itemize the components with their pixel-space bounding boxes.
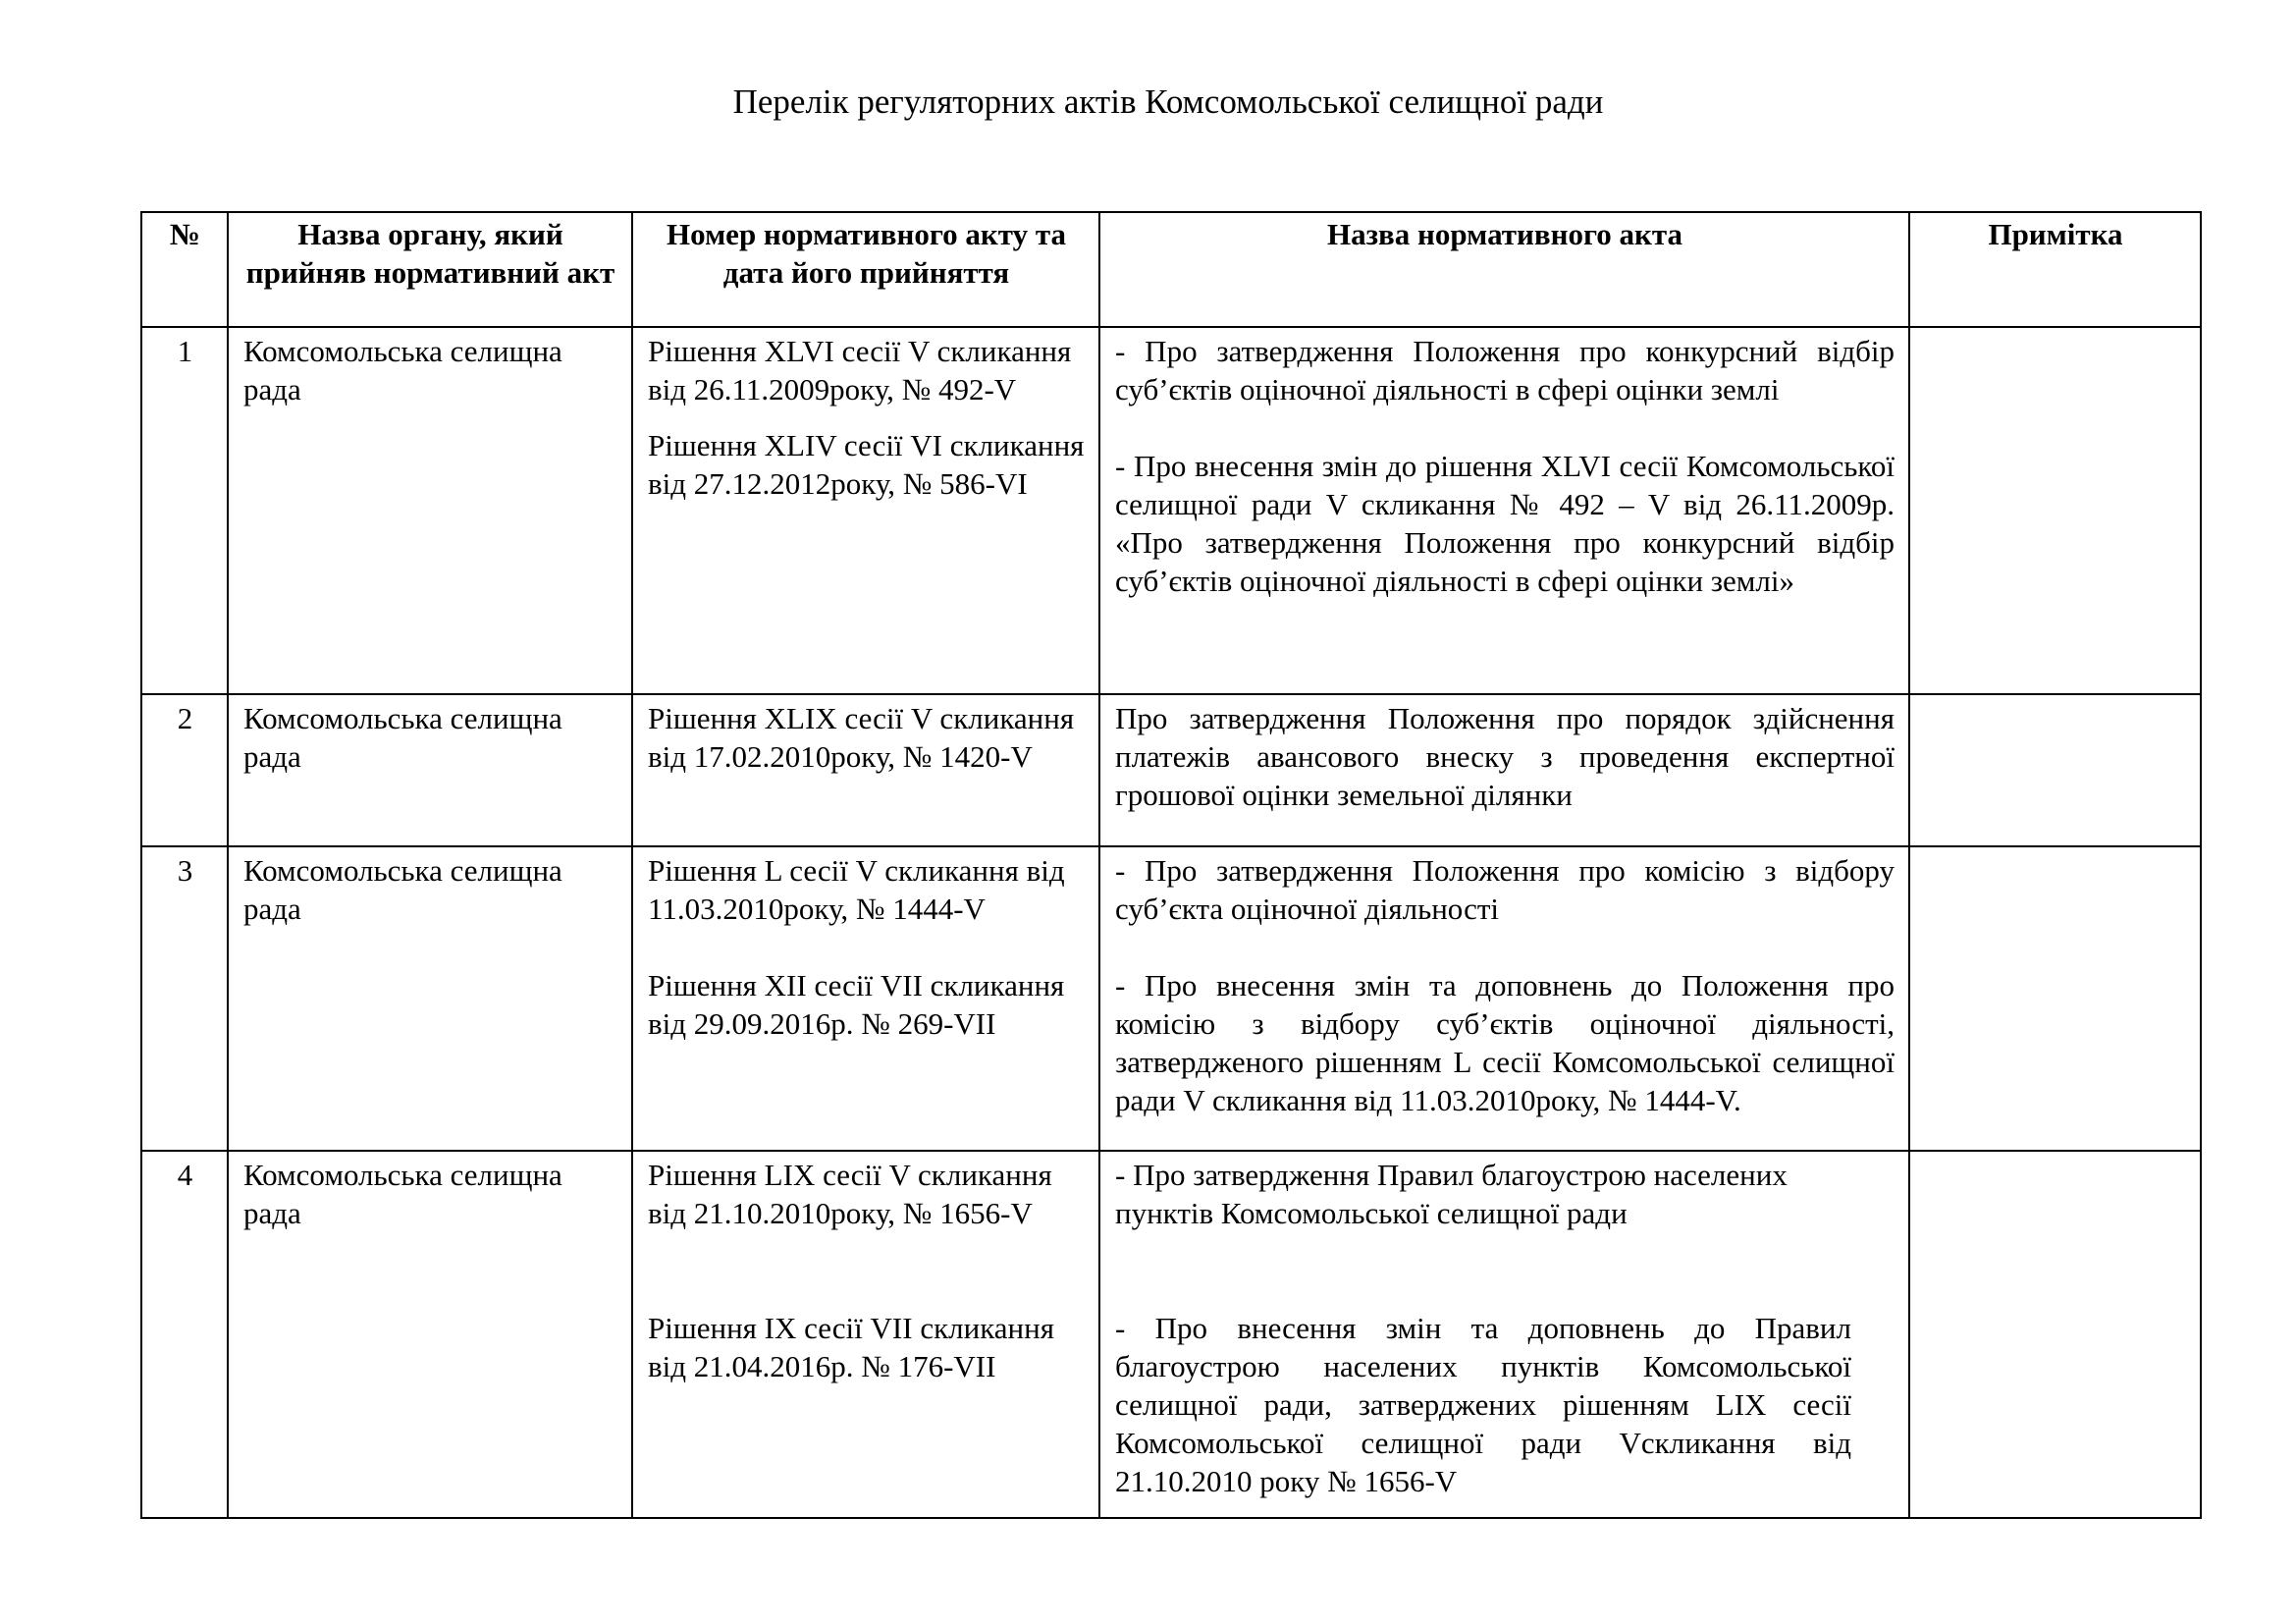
act-name <box>1099 694 1909 846</box>
note-cell <box>1909 846 2201 1151</box>
table-row <box>141 327 2201 694</box>
note-cell <box>1909 1151 2201 1518</box>
act-reference-original: Рішення L сесії V скликання від 11.03.2010року, № 1444-V <box>648 853 1065 926</box>
table-row <box>141 1151 2201 1518</box>
act-name-amendment: - Про внесення змін до рішення XLVI сесії Комсомольської селищної ради V скликання № 492 – V від 26.11.2009р. «Про затвердження Положення про конкурсний відбір суб’єктів оціночної діяльності в сфері оцінки землі» <box>1115 449 1895 598</box>
act-reference <box>632 694 1099 846</box>
organ-name: Комсомольська селищна рада <box>228 846 632 1151</box>
organ-name: Комсомольська селищна рада <box>228 1151 632 1518</box>
table-row <box>141 846 2201 1151</box>
row-number: 4 <box>141 1151 228 1518</box>
act-reference-amendment: Рішення XII сесії VII скликання від 29.09.2016р. № 269-VII <box>648 968 1065 1041</box>
act-name <box>1099 327 1909 694</box>
act-name <box>1099 846 1909 1151</box>
regulatory-acts-table <box>140 211 2202 1519</box>
act-name-amendment: - Про внесення змін та доповнень до Положення про комісію з відбору суб’єктів оціночної діяльності, затвердженого рішенням L сесії Комсомольської селищної ради V скликання від 11.03.2010року, № 1444-V. <box>1115 968 1895 1117</box>
act-name-original: Про затвердження Положення про порядок здійснення платежів авансового внеску з проведення експертної грошової оцінки земельної ділянки <box>1115 701 1895 812</box>
row-number: 3 <box>141 846 228 1151</box>
organ-name: Комсомольська селищна рада <box>228 327 632 694</box>
act-reference <box>632 327 1099 694</box>
act-reference-amendment: Рішення XLIV сесії VI скликання від 27.12.2012року, № 586-VI <box>648 428 1085 501</box>
act-reference-original: Рішення LIX сесії V скликання від 21.10.2010року, № 1656-V <box>648 1158 1052 1230</box>
note-cell <box>1909 694 2201 846</box>
act-reference-original: Рішення XLVI сесії V скликання від 26.11.2009року, № 492-V <box>648 334 1072 406</box>
act-name-original: - Про затвердження Правил благоустрою населених пунктів Комсомольської селищної ради <box>1115 1158 1788 1230</box>
act-name-original: - Про затвердження Положення про комісію з відбору суб’єкта оціночної діяльності <box>1115 853 1895 926</box>
note-cell <box>1909 327 2201 694</box>
act-name-amendment: - Про внесення змін та доповнень до Правил благоустрою населених пунктів Комсомольської селищної ради, затверджених рішенням LIX сесії Комсомольської селищної ради Vскликання від 21.10.2010 року № 1656-V <box>1115 1311 1851 1498</box>
act-name <box>1099 1151 1909 1518</box>
column-header-organ: Назва органу, який прийняв нормативний акт <box>228 212 632 327</box>
organ-name: Комсомольська селищна рада <box>228 694 632 846</box>
page-title: Перелік регуляторних актів Комсомольської селищної ради <box>732 82 1604 121</box>
act-reference-amendment: Рішення IX сесії VII скликання від 21.04.2016р. № 176-VII <box>648 1311 1054 1383</box>
table-header-row <box>141 212 2201 327</box>
act-name-original: - Про затвердження Положення про конкурсний відбір суб’єктів оціночної діяльності в сфері оцінки землі <box>1115 334 1895 406</box>
act-reference <box>632 1151 1099 1518</box>
column-header-number: № <box>141 212 228 327</box>
column-header-note: Примітка <box>1909 212 2201 327</box>
column-header-act-reference: Номер нормативного акту та дата його прийняття <box>632 212 1099 327</box>
column-header-act-name: Назва нормативного акта <box>1099 212 1909 327</box>
table-row <box>141 694 2201 846</box>
act-reference <box>632 846 1099 1151</box>
act-reference-original: Рішення XLIX сесії V скликання від 17.02.2010року, № 1420-V <box>648 701 1075 774</box>
row-number: 2 <box>141 694 228 846</box>
row-number: 1 <box>141 327 228 694</box>
